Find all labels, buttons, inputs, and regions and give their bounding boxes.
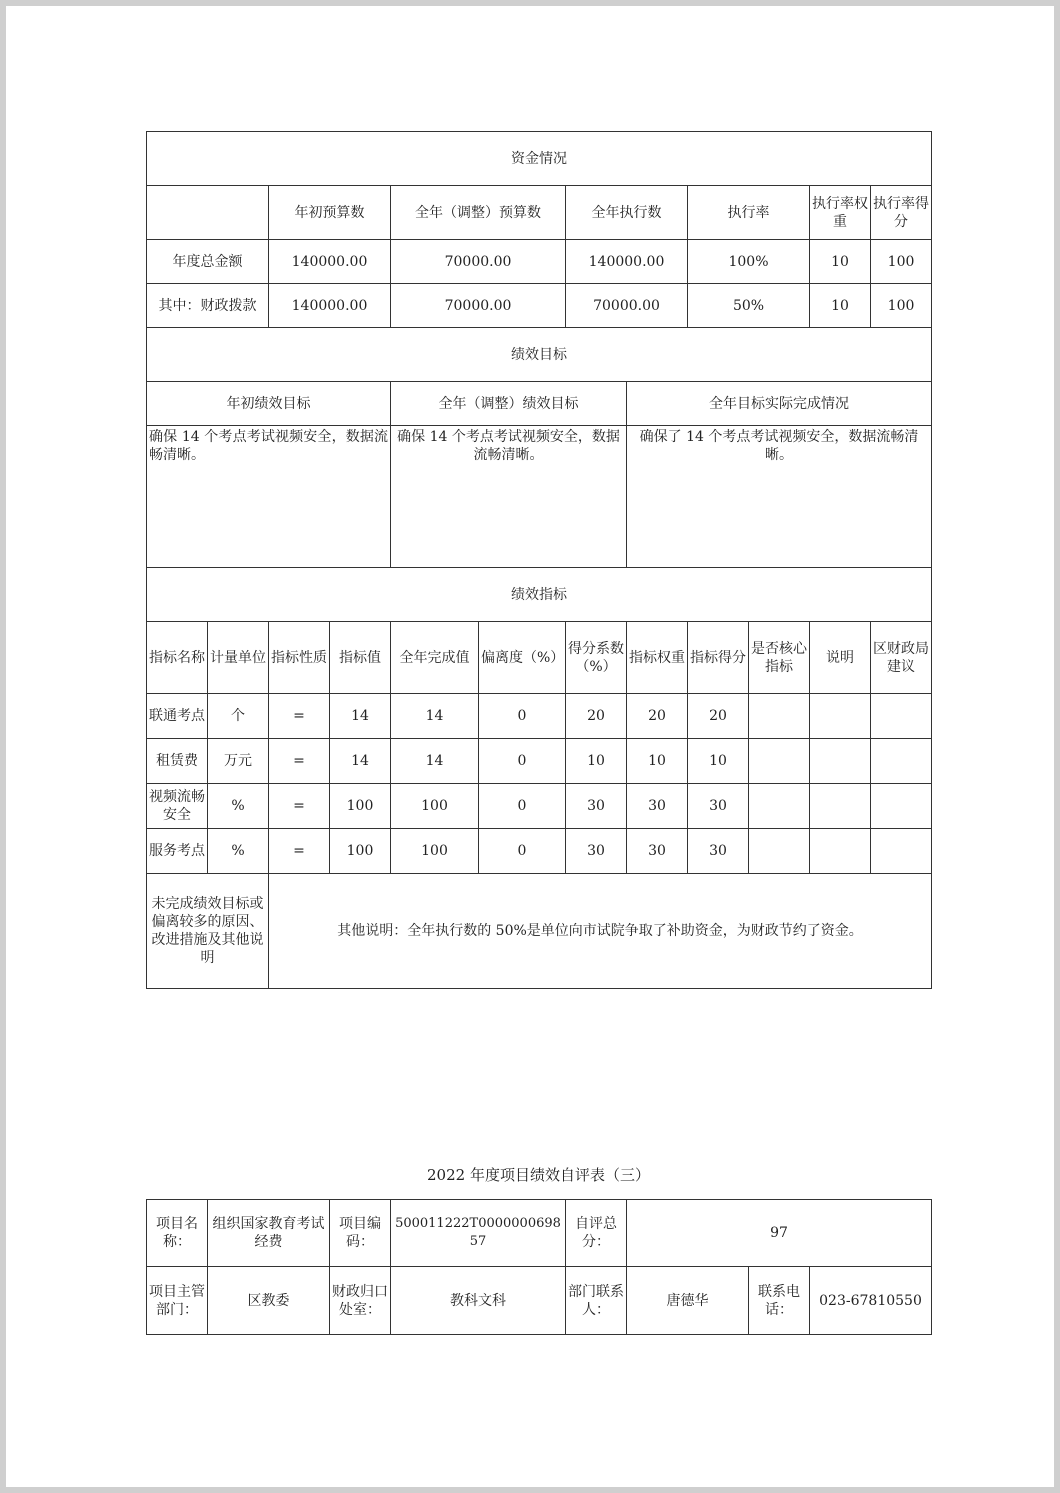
goal-adjusted-text: 确保 14 个考点考试视频安全，数据流畅清晰。 bbox=[391, 426, 627, 568]
ind-cell: 个 bbox=[208, 694, 269, 739]
ind-header: 偏离度（%） bbox=[479, 622, 566, 694]
goals-header-adjusted: 全年（调整）绩效目标 bbox=[391, 382, 627, 426]
ind-cell: 30 bbox=[566, 829, 627, 874]
ind-cell: 100 bbox=[391, 829, 479, 874]
funds-header-row bbox=[147, 186, 932, 240]
self-score-value: 97 bbox=[627, 1200, 932, 1267]
ind-cell bbox=[749, 739, 810, 784]
funds-header-rate-weight: 执行率权重 bbox=[810, 186, 871, 240]
ind-cell bbox=[810, 694, 871, 739]
table-row bbox=[147, 829, 932, 874]
ind-cell bbox=[749, 829, 810, 874]
ind-cell: = bbox=[269, 694, 330, 739]
ind-cell: 30 bbox=[688, 829, 749, 874]
funds-cell: 140000.00 bbox=[269, 284, 391, 328]
ind-cell: 10 bbox=[688, 739, 749, 784]
dept-value: 区教委 bbox=[208, 1267, 330, 1335]
dept-label: 项目主管部门： bbox=[147, 1267, 208, 1335]
form-title: 2022 年度项目绩效自评表（三） bbox=[427, 1166, 650, 1184]
ind-cell bbox=[871, 739, 932, 784]
ind-header: 区财政局建议 bbox=[871, 622, 932, 694]
goal-initial-text: 确保 14 个考点考试视频安全，数据流畅清晰。 bbox=[147, 426, 391, 568]
ind-cell: 100 bbox=[330, 784, 391, 829]
goals-content-row bbox=[147, 426, 932, 568]
ind-cell bbox=[871, 784, 932, 829]
funds-header-executed: 全年执行数 bbox=[566, 186, 688, 240]
ind-cell: = bbox=[269, 829, 330, 874]
ind-header: 计量单位 bbox=[208, 622, 269, 694]
ind-cell: 视频流畅安全 bbox=[147, 784, 208, 829]
ind-cell: 30 bbox=[627, 829, 688, 874]
ind-cell: 0 bbox=[479, 829, 566, 874]
ind-cell: 14 bbox=[391, 694, 479, 739]
ind-cell bbox=[810, 739, 871, 784]
funds-cell: 140000.00 bbox=[566, 240, 688, 284]
ind-cell: = bbox=[269, 784, 330, 829]
funds-cell: 50% bbox=[688, 284, 810, 328]
ind-cell: 20 bbox=[688, 694, 749, 739]
ind-cell bbox=[871, 829, 932, 874]
ind-cell: 100 bbox=[391, 784, 479, 829]
table-row bbox=[147, 240, 932, 284]
funds-header-adjusted-budget: 全年（调整）预算数 bbox=[391, 186, 566, 240]
ind-header: 指标名称 bbox=[147, 622, 208, 694]
project-info-row bbox=[147, 1200, 932, 1267]
funds-cell: 100 bbox=[871, 284, 932, 328]
ind-cell: 14 bbox=[330, 694, 391, 739]
ind-cell: 30 bbox=[627, 784, 688, 829]
table-row bbox=[147, 694, 932, 739]
funds-row-label: 年度总金额 bbox=[147, 240, 269, 284]
indicators-section-title: 绩效指标 bbox=[147, 568, 932, 622]
ind-cell: 30 bbox=[688, 784, 749, 829]
document-page bbox=[6, 6, 1054, 1487]
funds-header-rate-score: 执行率得分 bbox=[871, 186, 932, 240]
office-value: 教科文科 bbox=[391, 1267, 566, 1335]
contact-label: 部门联系人： bbox=[566, 1267, 627, 1335]
ind-header: 说明 bbox=[810, 622, 871, 694]
ind-cell: 0 bbox=[479, 739, 566, 784]
ind-cell: 20 bbox=[566, 694, 627, 739]
self-score-label: 自评总分： bbox=[566, 1200, 627, 1267]
ind-cell: 服务考点 bbox=[147, 829, 208, 874]
table-row bbox=[147, 739, 932, 784]
funds-cell: 100% bbox=[688, 240, 810, 284]
ind-cell bbox=[871, 694, 932, 739]
ind-header: 得分系数（%） bbox=[566, 622, 627, 694]
ind-cell: 20 bbox=[627, 694, 688, 739]
funds-cell: 140000.00 bbox=[269, 240, 391, 284]
ind-cell: = bbox=[269, 739, 330, 784]
table-row bbox=[147, 784, 932, 829]
ind-cell bbox=[749, 694, 810, 739]
funds-header-initial-budget: 年初预算数 bbox=[269, 186, 391, 240]
funds-header-empty bbox=[147, 186, 269, 240]
ind-cell: 万元 bbox=[208, 739, 269, 784]
funds-header-exec-rate: 执行率 bbox=[688, 186, 810, 240]
ind-header: 指标性质 bbox=[269, 622, 330, 694]
goals-section-title: 绩效目标 bbox=[147, 328, 932, 382]
ind-cell: 联通考点 bbox=[147, 694, 208, 739]
remark-text: 其他说明：全年执行数的 50%是单位向市试院争取了补助资金，为财政节约了资金。 bbox=[269, 874, 932, 989]
contact-value: 唐德华 bbox=[627, 1267, 749, 1335]
ind-cell: 租赁费 bbox=[147, 739, 208, 784]
ind-cell bbox=[810, 829, 871, 874]
ind-header: 指标权重 bbox=[627, 622, 688, 694]
remark-row bbox=[147, 874, 932, 989]
project-name-label: 项目名称： bbox=[147, 1200, 208, 1267]
goals-header-actual: 全年目标实际完成情况 bbox=[627, 382, 932, 426]
ind-cell: % bbox=[208, 829, 269, 874]
ind-cell: 14 bbox=[330, 739, 391, 784]
table-row bbox=[147, 284, 932, 328]
funds-section-title: 资金情况 bbox=[147, 132, 932, 186]
project-code-value: 500011222T000000069857 bbox=[391, 1200, 566, 1267]
performance-table bbox=[146, 131, 932, 989]
office-label: 财政归口处室： bbox=[330, 1267, 391, 1335]
ind-cell: 10 bbox=[566, 739, 627, 784]
ind-header: 指标得分 bbox=[688, 622, 749, 694]
project-info-table bbox=[146, 1199, 932, 1335]
goals-header-row bbox=[147, 382, 932, 426]
project-name-value: 组织国家教育考试经费 bbox=[208, 1200, 330, 1267]
ind-cell bbox=[749, 784, 810, 829]
project-info-row bbox=[147, 1267, 932, 1335]
funds-cell: 100 bbox=[871, 240, 932, 284]
project-code-label: 项目编码： bbox=[330, 1200, 391, 1267]
funds-cell: 10 bbox=[810, 240, 871, 284]
indicators-header-row bbox=[147, 622, 932, 694]
funds-row-label: 其中：财政拨款 bbox=[147, 284, 269, 328]
funds-cell: 70000.00 bbox=[566, 284, 688, 328]
ind-cell: 0 bbox=[479, 694, 566, 739]
ind-cell: 100 bbox=[330, 829, 391, 874]
ind-cell: 14 bbox=[391, 739, 479, 784]
ind-header: 指标值 bbox=[330, 622, 391, 694]
ind-cell: 10 bbox=[627, 739, 688, 784]
remark-label: 未完成绩效目标或偏离较多的原因、改进措施及其他说明 bbox=[147, 874, 269, 989]
funds-cell: 10 bbox=[810, 284, 871, 328]
ind-cell bbox=[810, 784, 871, 829]
funds-cell: 70000.00 bbox=[391, 240, 566, 284]
funds-cell: 70000.00 bbox=[391, 284, 566, 328]
ind-header: 是否核心指标 bbox=[749, 622, 810, 694]
ind-cell: 30 bbox=[566, 784, 627, 829]
goal-actual-text: 确保了 14 个考点考试视频安全，数据流畅清晰。 bbox=[627, 426, 932, 568]
ind-header: 全年完成值 bbox=[391, 622, 479, 694]
goals-header-initial: 年初绩效目标 bbox=[147, 382, 391, 426]
ind-cell: 0 bbox=[479, 784, 566, 829]
phone-label: 联系电话： bbox=[749, 1267, 810, 1335]
phone-value: 023-67810550 bbox=[810, 1267, 932, 1335]
ind-cell: % bbox=[208, 784, 269, 829]
